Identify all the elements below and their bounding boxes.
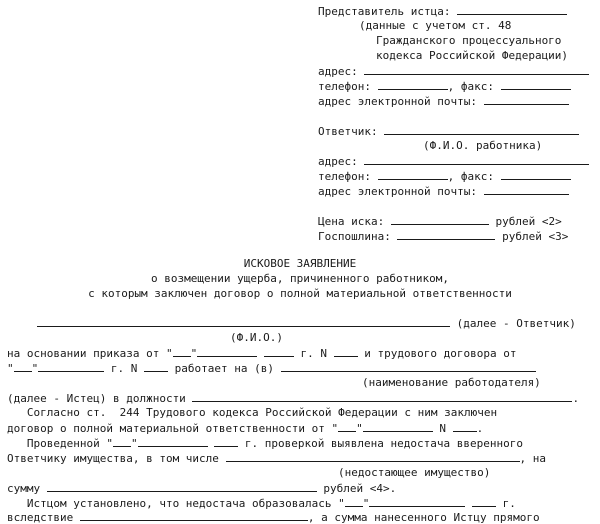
plaintiff-rep-blank xyxy=(457,4,567,15)
liability-day-blank xyxy=(338,421,356,432)
plaintiff-rep-address-line xyxy=(318,64,589,77)
body-line-3 xyxy=(7,346,517,359)
defendant-line xyxy=(318,124,579,137)
property-suffix: , на xyxy=(519,452,547,465)
contract-quote-close: " xyxy=(31,362,39,375)
liability-number-blank xyxy=(453,421,477,432)
defendant-fax-label: , факс: xyxy=(447,170,494,183)
audit-text: г. проверкой выявлена недостача вверенного xyxy=(244,437,523,450)
state-fee-label: Госпошлина: xyxy=(318,230,391,243)
liability-month-blank xyxy=(363,421,433,432)
cause-blank xyxy=(80,510,308,521)
position-blank xyxy=(192,391,572,402)
property-prefix: Ответчику имущества, в том числе xyxy=(7,452,219,465)
doc-subtitle-2: с которым заключен договор о полной материальной ответственности xyxy=(88,287,512,300)
contract-number-blank xyxy=(144,361,168,372)
order-date-prefix: на основании приказа от " xyxy=(7,347,173,360)
damage-text: , а сумма нанесенного Истцу прямого xyxy=(307,511,540,524)
works-at-label: работает на (в) xyxy=(174,362,274,375)
doc-subtitle-1: о возмещении ущерба, причиненного работником, xyxy=(150,272,449,285)
plaintiff-rep-email-blank xyxy=(484,94,569,105)
liability-contract-prefix: договор о полной материальной ответственности от " xyxy=(7,422,339,435)
state-fee-unit: рублей <3> xyxy=(502,230,569,243)
plaintiff-rep-note-3: кодекса Российской Федерации) xyxy=(376,49,569,62)
shortage-day-blank xyxy=(345,496,363,507)
cause-label: вследствие xyxy=(7,511,74,524)
contract-number-label: г. N xyxy=(110,362,138,375)
plaintiff-rep-phone-blank xyxy=(378,79,448,90)
plaintiff-rep-note-1: (данные с учетом ст. 48 xyxy=(359,19,512,32)
plaintiff-rep-fax-label: , факс: xyxy=(447,80,494,93)
employer-caption: (наименование работодателя) xyxy=(362,376,541,389)
contract-month-blank xyxy=(38,361,104,372)
defendant-caption: (Ф.И.О. работника) xyxy=(423,139,543,152)
body-line-4 xyxy=(7,361,536,374)
audit-month-blank xyxy=(138,436,208,447)
defendant-email-label: адрес электронной почты: xyxy=(318,185,477,198)
order-quote: " xyxy=(190,347,198,360)
defendant-address-label: адрес: xyxy=(318,155,358,168)
claim-price-label: Цена иска: xyxy=(318,215,385,228)
body-line-8 xyxy=(7,421,483,434)
shortage-quote: " xyxy=(362,497,370,510)
order-year-blank xyxy=(264,346,294,357)
defendant-label: Ответчик: xyxy=(318,125,378,138)
liability-end: . xyxy=(476,422,484,435)
sum-label: сумму xyxy=(7,482,41,495)
plaintiff-rep-fax-blank xyxy=(501,79,571,90)
defendant-fullname-blank xyxy=(37,316,450,327)
missing-property-caption: (недостающее имущество) xyxy=(338,466,491,479)
claim-price-unit: рублей <2> xyxy=(495,215,562,228)
defendant-email-blank xyxy=(484,184,569,195)
plaintiff-rep-label: Представитель истца: xyxy=(318,5,451,18)
position-end: . xyxy=(572,392,580,405)
contract-day-blank xyxy=(14,361,32,372)
plaintiff-rep-note-2: Гражданского процессуального xyxy=(376,34,562,47)
body-line-9 xyxy=(7,436,523,449)
defendant-name-blank xyxy=(384,124,579,135)
liability-quote: " xyxy=(356,422,363,435)
defendant-phone-line xyxy=(318,169,571,182)
sum-unit: рублей <4>. xyxy=(323,482,397,495)
defendant-phone-label: телефон: xyxy=(318,170,371,183)
order-number-blank xyxy=(334,346,358,357)
liability-number-label: N xyxy=(439,422,447,435)
position-label: (далее - Истец) в должности xyxy=(7,392,186,405)
body-line-1 xyxy=(37,316,576,329)
body-line-12 xyxy=(7,481,396,494)
plaintiff-rep-line xyxy=(318,4,567,17)
defendant-email-line xyxy=(318,184,569,197)
order-number-label: г. N xyxy=(300,347,327,360)
shortage-year-suffix: г. xyxy=(502,497,516,510)
claim-price-line xyxy=(318,214,562,227)
defendant-phone-blank xyxy=(378,169,448,180)
order-day-blank xyxy=(173,346,191,357)
plaintiff-rep-address-label: адрес: xyxy=(318,65,358,78)
sum-blank xyxy=(47,481,317,492)
doc-title: ИСКОВОЕ ЗАЯВЛЕНИЕ xyxy=(243,257,357,270)
plaintiff-rep-email-label: адрес электронной почты: xyxy=(318,95,477,108)
missing-property-blank xyxy=(226,451,520,462)
body-line-10 xyxy=(7,451,546,464)
shortage-year-blank xyxy=(472,496,496,507)
state-fee-blank xyxy=(397,229,495,240)
defendant-address-blank xyxy=(364,154,589,165)
audit-prefix: Проведенной " xyxy=(7,437,113,450)
plaintiff-rep-phone-label: телефон: xyxy=(318,80,371,93)
audit-year-blank xyxy=(214,436,238,447)
defendant-fax-blank xyxy=(501,169,571,180)
contract-date-prefix: и трудового договора от xyxy=(364,347,517,360)
plaintiff-rep-email-line xyxy=(318,94,569,107)
contract-quote-open: " xyxy=(7,362,14,375)
plaintiff-rep-address-blank xyxy=(364,64,589,75)
plaintiff-rep-phone-line xyxy=(318,79,571,92)
body-line-14 xyxy=(7,510,540,523)
shortage-date-prefix: Истцом установлено, что недостача образовалась " xyxy=(7,497,345,510)
order-month-blank xyxy=(197,346,257,357)
body-line-7: Согласно ст. 244 Трудового кодекса Российской Федерации с ним заключен xyxy=(7,406,498,419)
audit-day-blank xyxy=(113,436,131,447)
body-line-6 xyxy=(7,391,579,404)
fio-caption: (Ф.И.О.) xyxy=(230,331,283,344)
state-fee-line xyxy=(318,229,568,242)
claim-price-blank xyxy=(391,214,489,225)
body-line-13 xyxy=(7,496,516,509)
audit-quote: " xyxy=(130,437,138,450)
employer-blank xyxy=(281,361,536,372)
defendant-alias: (далее - Ответчик) xyxy=(456,317,576,330)
shortage-month-blank xyxy=(369,496,465,507)
defendant-address-line xyxy=(318,154,589,167)
